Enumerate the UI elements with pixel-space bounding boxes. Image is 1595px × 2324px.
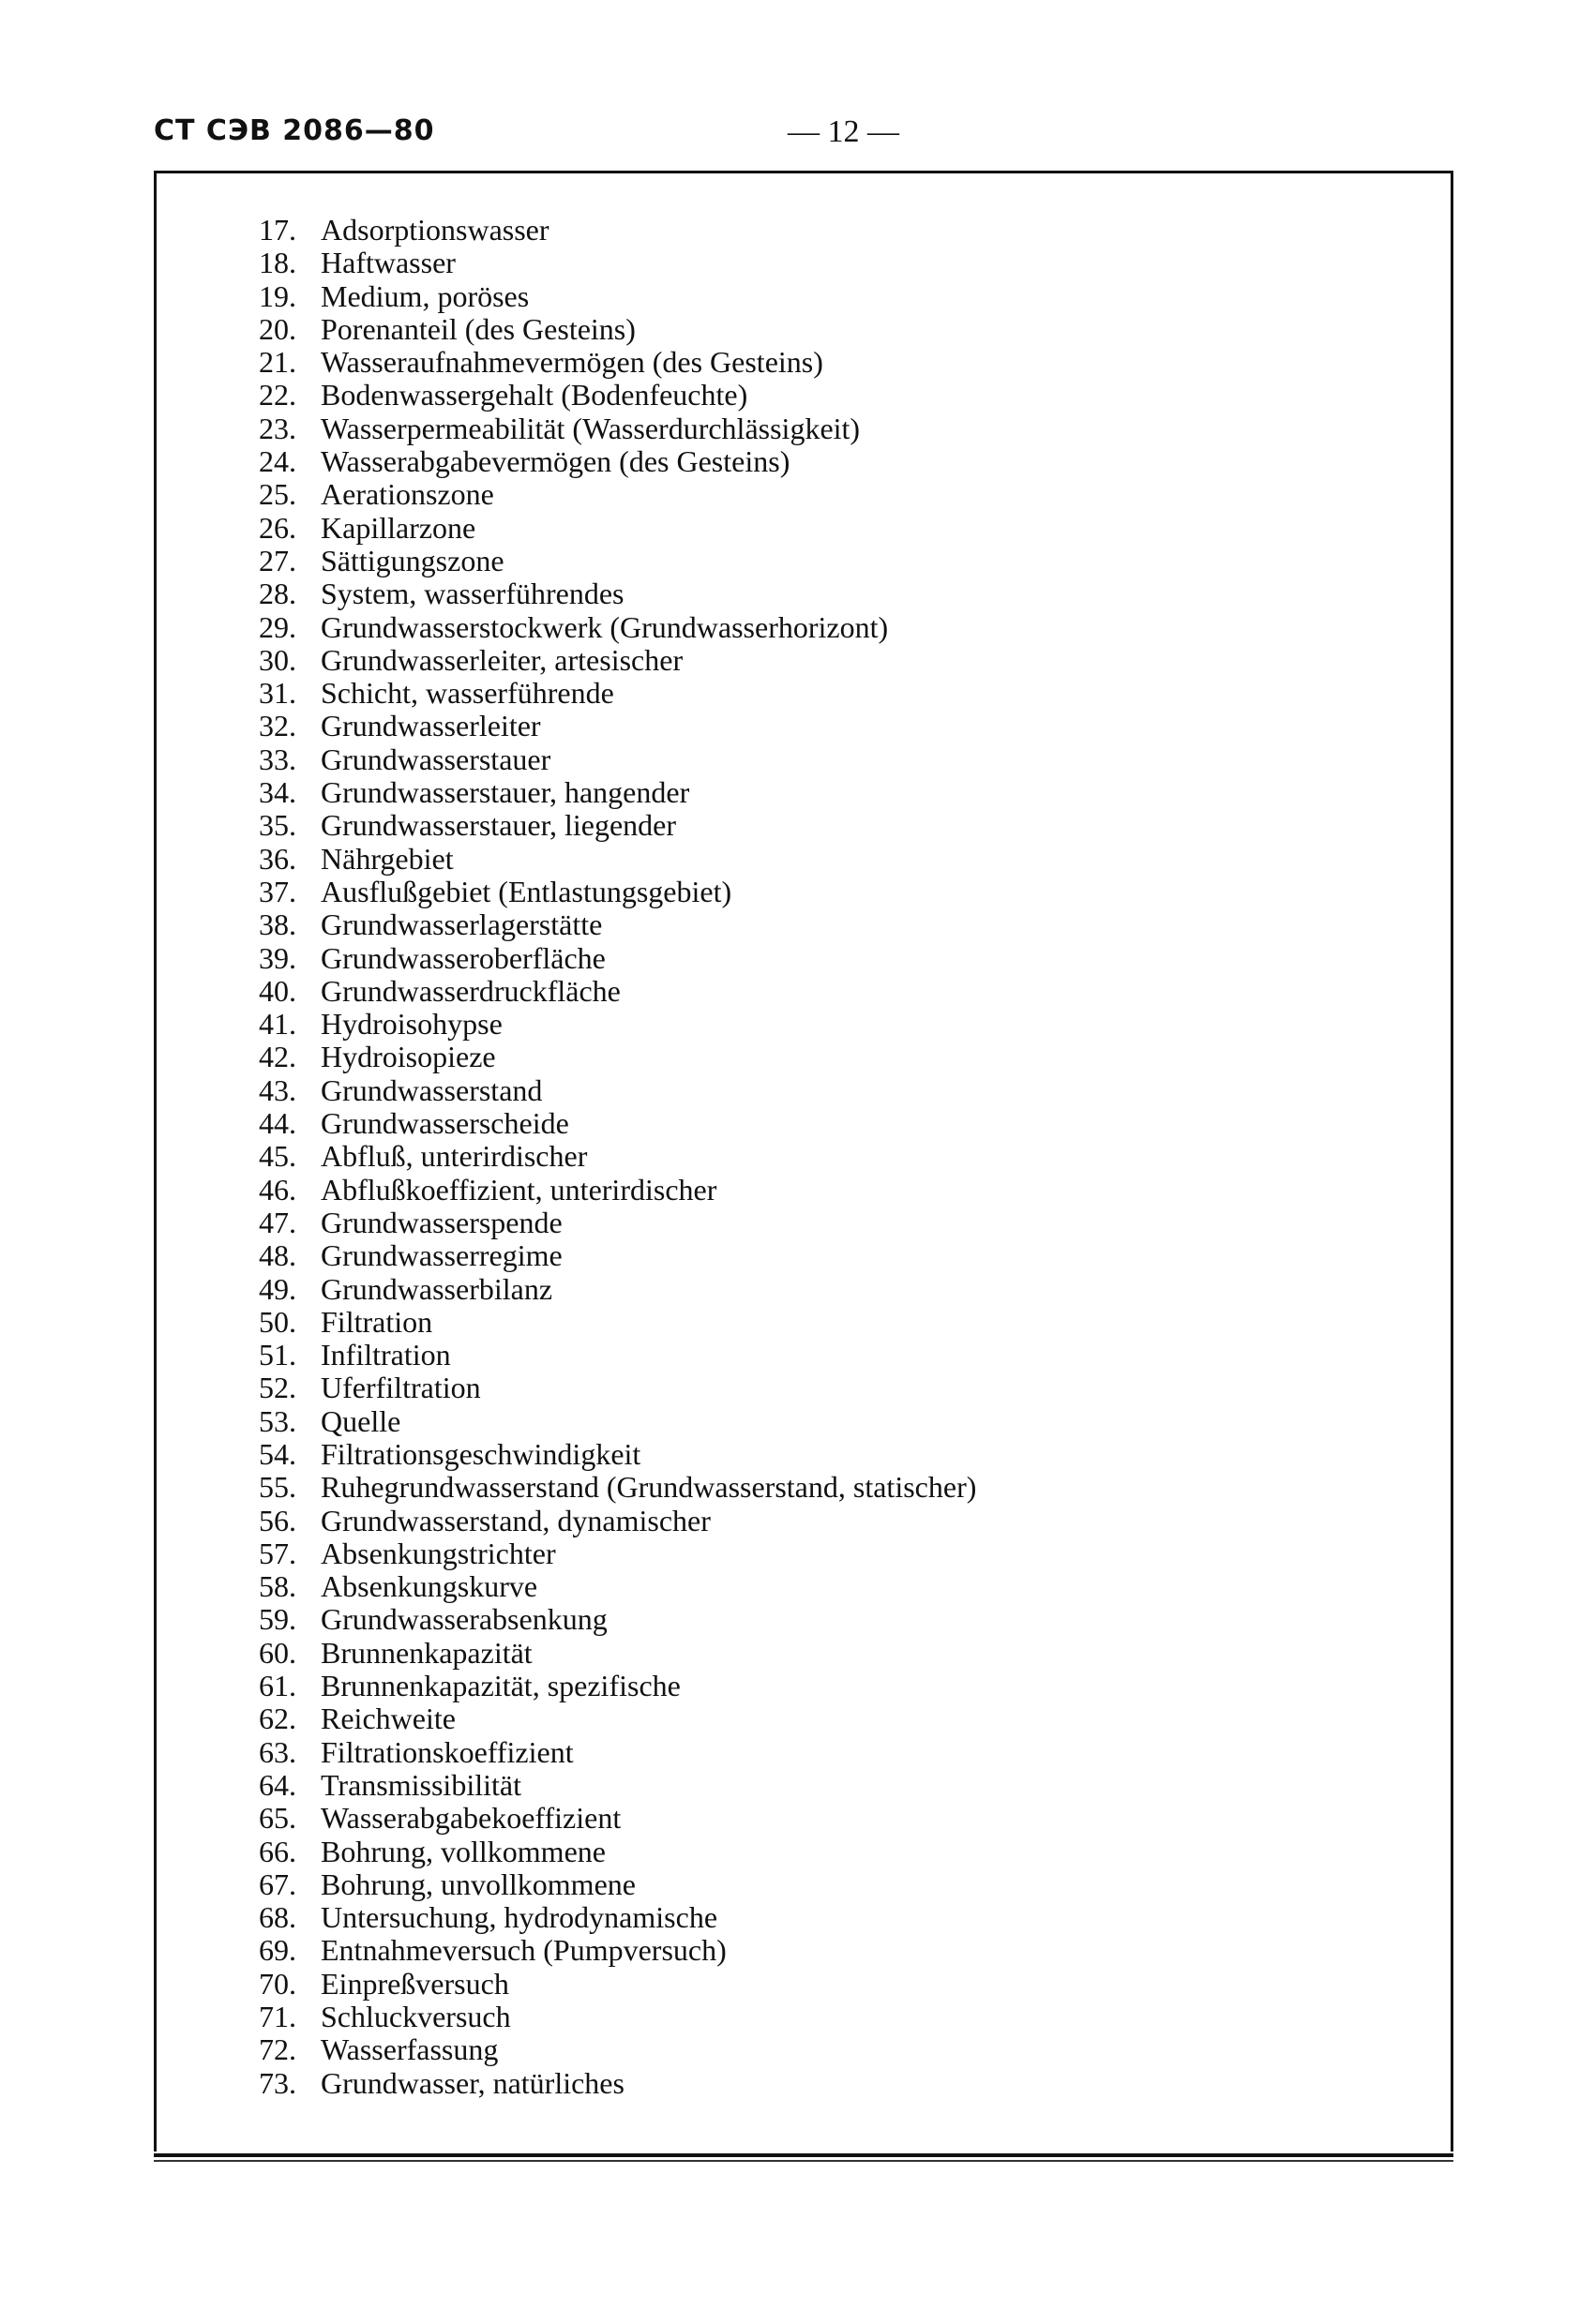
term-text: Wasseraufnahmevermögen (des Gesteins) — [321, 345, 823, 380]
list-item — [259, 313, 976, 346]
term-number: 23. — [259, 411, 296, 445]
list-item — [259, 942, 976, 975]
term-text: Bohrung, unvollkommene — [321, 1867, 636, 1901]
term-number: 65. — [259, 1801, 296, 1836]
term-text: Grundwasserstauer, hangender — [321, 775, 690, 810]
term-text: Abfluß, unterirdischer — [321, 1139, 588, 1174]
term-text: Grundwasserbilanz — [321, 1271, 553, 1306]
list-item — [259, 2001, 976, 2033]
term-text: Grundwasserlagerstätte — [321, 907, 603, 942]
term-number: 46. — [259, 1172, 296, 1207]
term-text: Bohrung, vollkommene — [321, 1834, 606, 1868]
list-item — [259, 809, 976, 842]
term-number: 35. — [259, 808, 296, 843]
term-list — [259, 214, 976, 2100]
list-item — [259, 1107, 976, 1140]
term-number: 27. — [259, 543, 296, 577]
list-item — [259, 379, 976, 412]
term-text: Hydroisohypse — [321, 1007, 503, 1042]
term-number: 44. — [259, 1106, 296, 1141]
list-item — [259, 975, 976, 1008]
term-number: 40. — [259, 973, 296, 1008]
list-item — [259, 876, 976, 908]
term-number: 26. — [259, 510, 296, 545]
list-item — [259, 743, 976, 776]
term-text: Filtrationsgeschwindigkeit — [321, 1436, 641, 1471]
term-text: Filtrationskoeffizient — [321, 1734, 574, 1769]
term-text: Grundwasserleiter, artesischer — [321, 642, 684, 677]
term-number: 39. — [259, 940, 296, 975]
term-text: Brunnenkapazität — [321, 1635, 533, 1670]
term-number: 38. — [259, 907, 296, 942]
term-number: 17. — [259, 213, 296, 247]
term-number: 25. — [259, 477, 296, 512]
term-number: 72. — [259, 2032, 296, 2067]
list-item — [259, 1968, 976, 2001]
list-item — [259, 1372, 976, 1404]
list-item — [259, 644, 976, 677]
term-number: 58. — [259, 1569, 296, 1604]
list-item — [259, 1802, 976, 1835]
list-item — [259, 1868, 976, 1901]
term-text: Wasserpermeabilität (Wasserdurchlässigkeit) — [321, 411, 861, 445]
term-text: Nährgebiet — [321, 841, 454, 876]
term-text: Ausflußgebiet (Entlastungsgebiet) — [321, 874, 732, 908]
term-text: Aerationszone — [321, 477, 494, 512]
list-item — [259, 1207, 976, 1239]
list-item — [259, 1041, 976, 1073]
term-number: 49. — [259, 1271, 296, 1306]
term-number: 51. — [259, 1338, 296, 1372]
term-number: 56. — [259, 1503, 296, 1537]
list-item — [259, 445, 976, 478]
list-item — [259, 1769, 976, 1802]
term-text: Abflußkoeffizient, unterirdischer — [321, 1172, 717, 1207]
term-number: 66. — [259, 1834, 296, 1868]
list-item — [259, 1306, 976, 1339]
term-text: Grundwasserstauer — [321, 742, 551, 776]
term-text: Uferfiltration — [321, 1371, 481, 1405]
list-item — [259, 1140, 976, 1173]
list-item — [259, 2033, 976, 2066]
term-text: Einpreßversuch — [321, 1966, 509, 2001]
term-number: 71. — [259, 2000, 296, 2034]
list-item — [259, 710, 976, 742]
term-number: 61. — [259, 1669, 296, 1703]
list-item — [259, 1339, 976, 1372]
list-item — [259, 1405, 976, 1438]
list-item — [259, 545, 976, 577]
term-text: Entnahmeversuch (Pumpversuch) — [321, 1933, 727, 1968]
term-text: Grundwasserleiter — [321, 709, 541, 743]
list-item — [259, 247, 976, 279]
term-text: Quelle — [321, 1403, 401, 1438]
list-item — [259, 412, 976, 445]
term-text: Reichweite — [321, 1702, 456, 1736]
list-item — [259, 1008, 976, 1041]
term-text: Absenkungstrichter — [321, 1536, 556, 1570]
term-number: 45. — [259, 1139, 296, 1174]
term-text: Grundwasseroberfläche — [321, 940, 606, 975]
list-item — [259, 512, 976, 545]
term-text: Haftwasser — [321, 246, 456, 280]
term-text: Grundwasser, natürliches — [321, 2065, 624, 2100]
term-number: 31. — [259, 676, 296, 711]
term-text: Grundwasserstand — [321, 1072, 543, 1107]
list-item — [259, 577, 976, 610]
term-text: Untersuchung, hydrodynamische — [321, 1900, 718, 1935]
term-number: 47. — [259, 1205, 296, 1239]
term-number: 54. — [259, 1436, 296, 1471]
term-number: 59. — [259, 1602, 296, 1637]
term-number: 52. — [259, 1371, 296, 1405]
term-number: 69. — [259, 1933, 296, 1968]
page-number: — 12 — — [788, 114, 899, 149]
list-item — [259, 677, 976, 710]
term-text: Infiltration — [321, 1338, 451, 1372]
term-text: Grundwasserregime — [321, 1238, 563, 1273]
term-number: 36. — [259, 841, 296, 876]
term-number: 62. — [259, 1702, 296, 1736]
term-text: Grundwasserspende — [321, 1205, 563, 1239]
frame-bottom-rule — [154, 2153, 1453, 2157]
term-text: Ruhegrundwasserstand (Grundwasserstand, statischer) — [321, 1470, 977, 1505]
term-number: 42. — [259, 1040, 296, 1074]
term-text: Porenanteil (des Gesteins) — [321, 311, 636, 346]
term-number: 29. — [259, 609, 296, 644]
term-number: 41. — [259, 1007, 296, 1042]
list-item — [259, 1901, 976, 1934]
list-item — [259, 1836, 976, 1868]
term-number: 22. — [259, 378, 296, 412]
term-number: 32. — [259, 709, 296, 743]
term-text: Schicht, wasserführende — [321, 676, 614, 711]
term-text: Grundwasserstockwerk (Grundwasserhorizont) — [321, 609, 889, 644]
term-number: 60. — [259, 1635, 296, 1670]
term-text: Medium, poröses — [321, 278, 530, 313]
list-item — [259, 1603, 976, 1636]
list-item — [259, 908, 976, 941]
term-text: Bodenwassergehalt (Bodenfeuchte) — [321, 378, 748, 412]
term-text: Hydroisopieze — [321, 1040, 496, 1074]
term-text: Adsorptionswasser — [321, 213, 549, 247]
term-text: Transmissibilität — [321, 1767, 521, 1802]
term-number: 21. — [259, 345, 296, 380]
term-text: Sättigungszone — [321, 543, 504, 577]
term-number: 55. — [259, 1470, 296, 1505]
term-text: Absenkungskurve — [321, 1569, 538, 1604]
term-text: Wasserabgabevermögen (des Gesteins) — [321, 444, 790, 479]
frame-bottom-rule-thin — [154, 2160, 1453, 2162]
term-number: 67. — [259, 1867, 296, 1901]
term-number: 70. — [259, 1966, 296, 2001]
term-text: Brunnenkapazität, spezifische — [321, 1669, 681, 1703]
term-number: 73. — [259, 2065, 296, 2100]
term-text: Grundwasserstauer, liegender — [321, 808, 677, 843]
list-item — [259, 280, 976, 313]
term-number: 48. — [259, 1238, 296, 1273]
list-item — [259, 1537, 976, 1570]
term-text: Filtration — [321, 1304, 433, 1339]
term-number: 63. — [259, 1734, 296, 1769]
list-item — [259, 611, 976, 644]
term-number: 43. — [259, 1072, 296, 1107]
standard-code: CT CЭB 2086—80 — [154, 114, 435, 147]
list-item — [259, 1934, 976, 1967]
term-number: 19. — [259, 278, 296, 313]
term-text: Grundwasserabsenkung — [321, 1602, 608, 1637]
list-item — [259, 1570, 976, 1603]
term-text: Kapillarzone — [321, 510, 476, 545]
list-item — [259, 1438, 976, 1471]
term-text: System, wasserführendes — [321, 577, 624, 611]
list-item — [259, 1174, 976, 1207]
term-number: 50. — [259, 1304, 296, 1339]
list-item — [259, 346, 976, 379]
term-number: 53. — [259, 1403, 296, 1438]
list-item — [259, 1239, 976, 1272]
list-item — [259, 1736, 976, 1769]
list-item — [259, 2067, 976, 2100]
list-item — [259, 1637, 976, 1670]
list-item — [259, 1074, 976, 1107]
list-item — [259, 214, 976, 247]
term-number: 64. — [259, 1767, 296, 1802]
term-text: Schluckversuch — [321, 2000, 511, 2034]
term-text: Wasserabgabekoeffizient — [321, 1801, 622, 1836]
list-item — [259, 478, 976, 511]
list-item — [259, 1702, 976, 1735]
term-text: Grundwasserscheide — [321, 1106, 569, 1141]
term-number: 20. — [259, 311, 296, 346]
term-number: 68. — [259, 1900, 296, 1935]
term-number: 24. — [259, 444, 296, 479]
list-item — [259, 1505, 976, 1537]
list-item — [259, 776, 976, 809]
term-number: 33. — [259, 742, 296, 776]
list-item — [259, 843, 976, 876]
term-text: Grundwasserdruckfläche — [321, 973, 621, 1008]
term-number: 28. — [259, 577, 296, 611]
term-number: 37. — [259, 874, 296, 908]
list-item — [259, 1471, 976, 1504]
term-number: 57. — [259, 1536, 296, 1570]
term-text: Grundwasserstand, dynamischer — [321, 1503, 711, 1537]
term-text: Wasserfassung — [321, 2032, 499, 2067]
term-number: 18. — [259, 246, 296, 280]
term-number: 34. — [259, 775, 296, 810]
term-number: 30. — [259, 642, 296, 677]
list-item — [259, 1670, 976, 1702]
list-item — [259, 1273, 976, 1306]
